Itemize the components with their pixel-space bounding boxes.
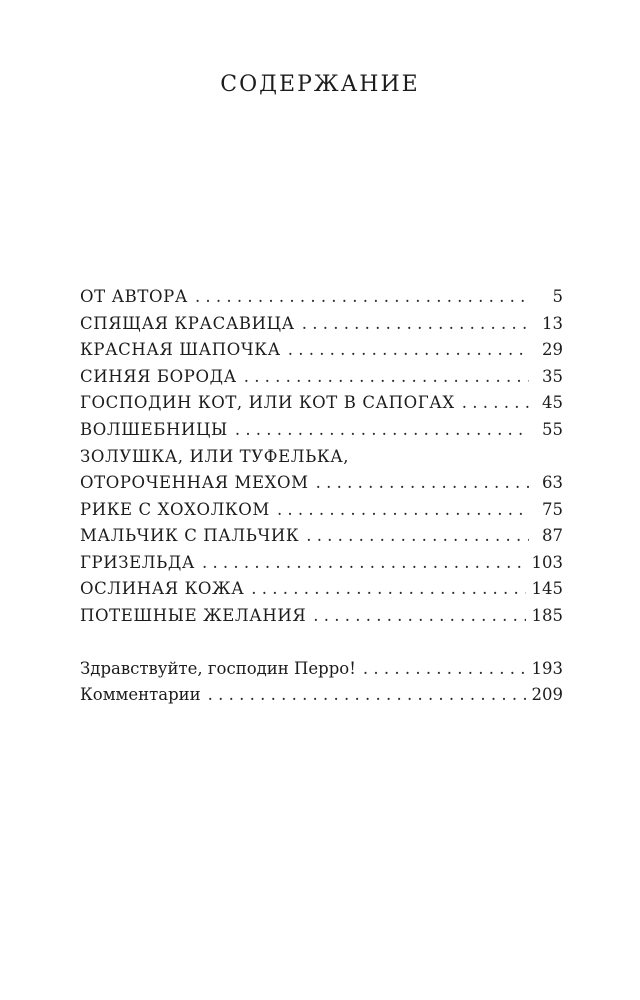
toc-entry-volshebnitsy[interactable] [80, 417, 563, 444]
toc-entry-page: 55 [542, 419, 563, 439]
dot-leader [363, 656, 526, 683]
toc-entry-title: ОСЛИНАЯ КОЖА [80, 579, 245, 599]
toc-entry-page: 103 [531, 552, 563, 572]
dot-leader [302, 311, 529, 338]
toc-entry-title: МАЛЬЧИК С ПАЛЬЧИК [80, 526, 300, 546]
toc-entry-title: СПЯЩАЯ КРАСАВИЦА [80, 313, 295, 333]
toc-entry-page: 87 [542, 526, 563, 546]
toc-entry-title: СИНЯЯ БОРОДА [80, 366, 237, 386]
section-spacer [80, 630, 563, 656]
dot-leader [316, 470, 529, 497]
toc-entry-title: ПОТЕШНЫЕ ЖЕЛАНИЯ [80, 605, 307, 625]
dot-leader [277, 497, 529, 524]
toc-entry-kommentarii[interactable] [80, 682, 563, 709]
toc-entry-title: Комментарии [80, 685, 201, 705]
dot-leader [313, 603, 525, 630]
toc-entry-ot-avtora[interactable] [80, 284, 563, 311]
toc-entry-title: ОТ АВТОРА [80, 287, 188, 306]
toc-entry-grizelda[interactable] [80, 550, 563, 577]
toc-entry-title: ВОЛШЕБНИЦЫ [80, 419, 228, 439]
dot-leader [244, 364, 529, 391]
toc-entry-page: 35 [542, 366, 563, 386]
page-title: СОДЕРЖАНИЕ [220, 72, 420, 97]
toc-entry-page: 63 [542, 473, 563, 493]
toc-entry-page: 29 [542, 340, 563, 360]
toc-entry-page: 45 [542, 393, 563, 413]
toc-entry-title-line1: ЗОЛУШКА, ИЛИ ТУФЕЛЬКА, [80, 446, 350, 466]
toc-entry-title: КРАСНАЯ ШАПОЧКА [80, 340, 281, 360]
dot-leader [306, 523, 529, 550]
toc-entry-page: 5 [552, 287, 563, 306]
toc-entry-page: 185 [531, 605, 563, 625]
toc-entry-page: 193 [531, 658, 563, 678]
toc-entry-spyashchaya-krasavitsa[interactable] [80, 311, 563, 338]
toc-entry-title: ГРИЗЕЛЬДА [80, 552, 195, 572]
dot-leader [462, 390, 529, 417]
dot-leader [288, 337, 529, 364]
toc-entry-gospodin-kot[interactable] [80, 390, 563, 417]
toc-entry-page: 13 [542, 313, 563, 333]
toc-entry-page: 145 [531, 579, 563, 599]
dot-leader [208, 682, 526, 709]
dot-leader [235, 417, 529, 444]
toc-entry-title: РИКЕ С ХОХОЛКОМ [80, 499, 270, 519]
dot-leader [251, 576, 525, 603]
toc-entry-zdravstvuyte[interactable] [80, 656, 563, 683]
dot-leader [202, 550, 526, 577]
toc-entry-title: ГОСПОДИН КОТ, ИЛИ КОТ В САПОГАХ [80, 393, 455, 413]
toc-entry-title: Здравствуйте, господин Перро! [80, 658, 356, 678]
dot-leader [195, 284, 529, 311]
toc-entry-page: 209 [531, 685, 563, 705]
toc-entry-rike-s-hoholkom[interactable] [80, 497, 563, 524]
toc-entry-zolushka[interactable] [80, 444, 563, 497]
toc-entry-poteshnye-zhelaniya[interactable] [80, 603, 563, 630]
toc-entry-malchik-s-palchik[interactable] [80, 523, 563, 550]
toc-entry-oslinaya-kozha[interactable] [80, 576, 563, 603]
toc-entry-title-line2: ОТОРОЧЕННАЯ МЕХОМ [80, 473, 309, 493]
table-of-contents [80, 284, 563, 709]
toc-entry-page: 75 [542, 499, 563, 519]
toc-entry-krasnaya-shapochka[interactable] [80, 337, 563, 364]
toc-entry-sinyaya-boroda[interactable] [80, 364, 563, 391]
